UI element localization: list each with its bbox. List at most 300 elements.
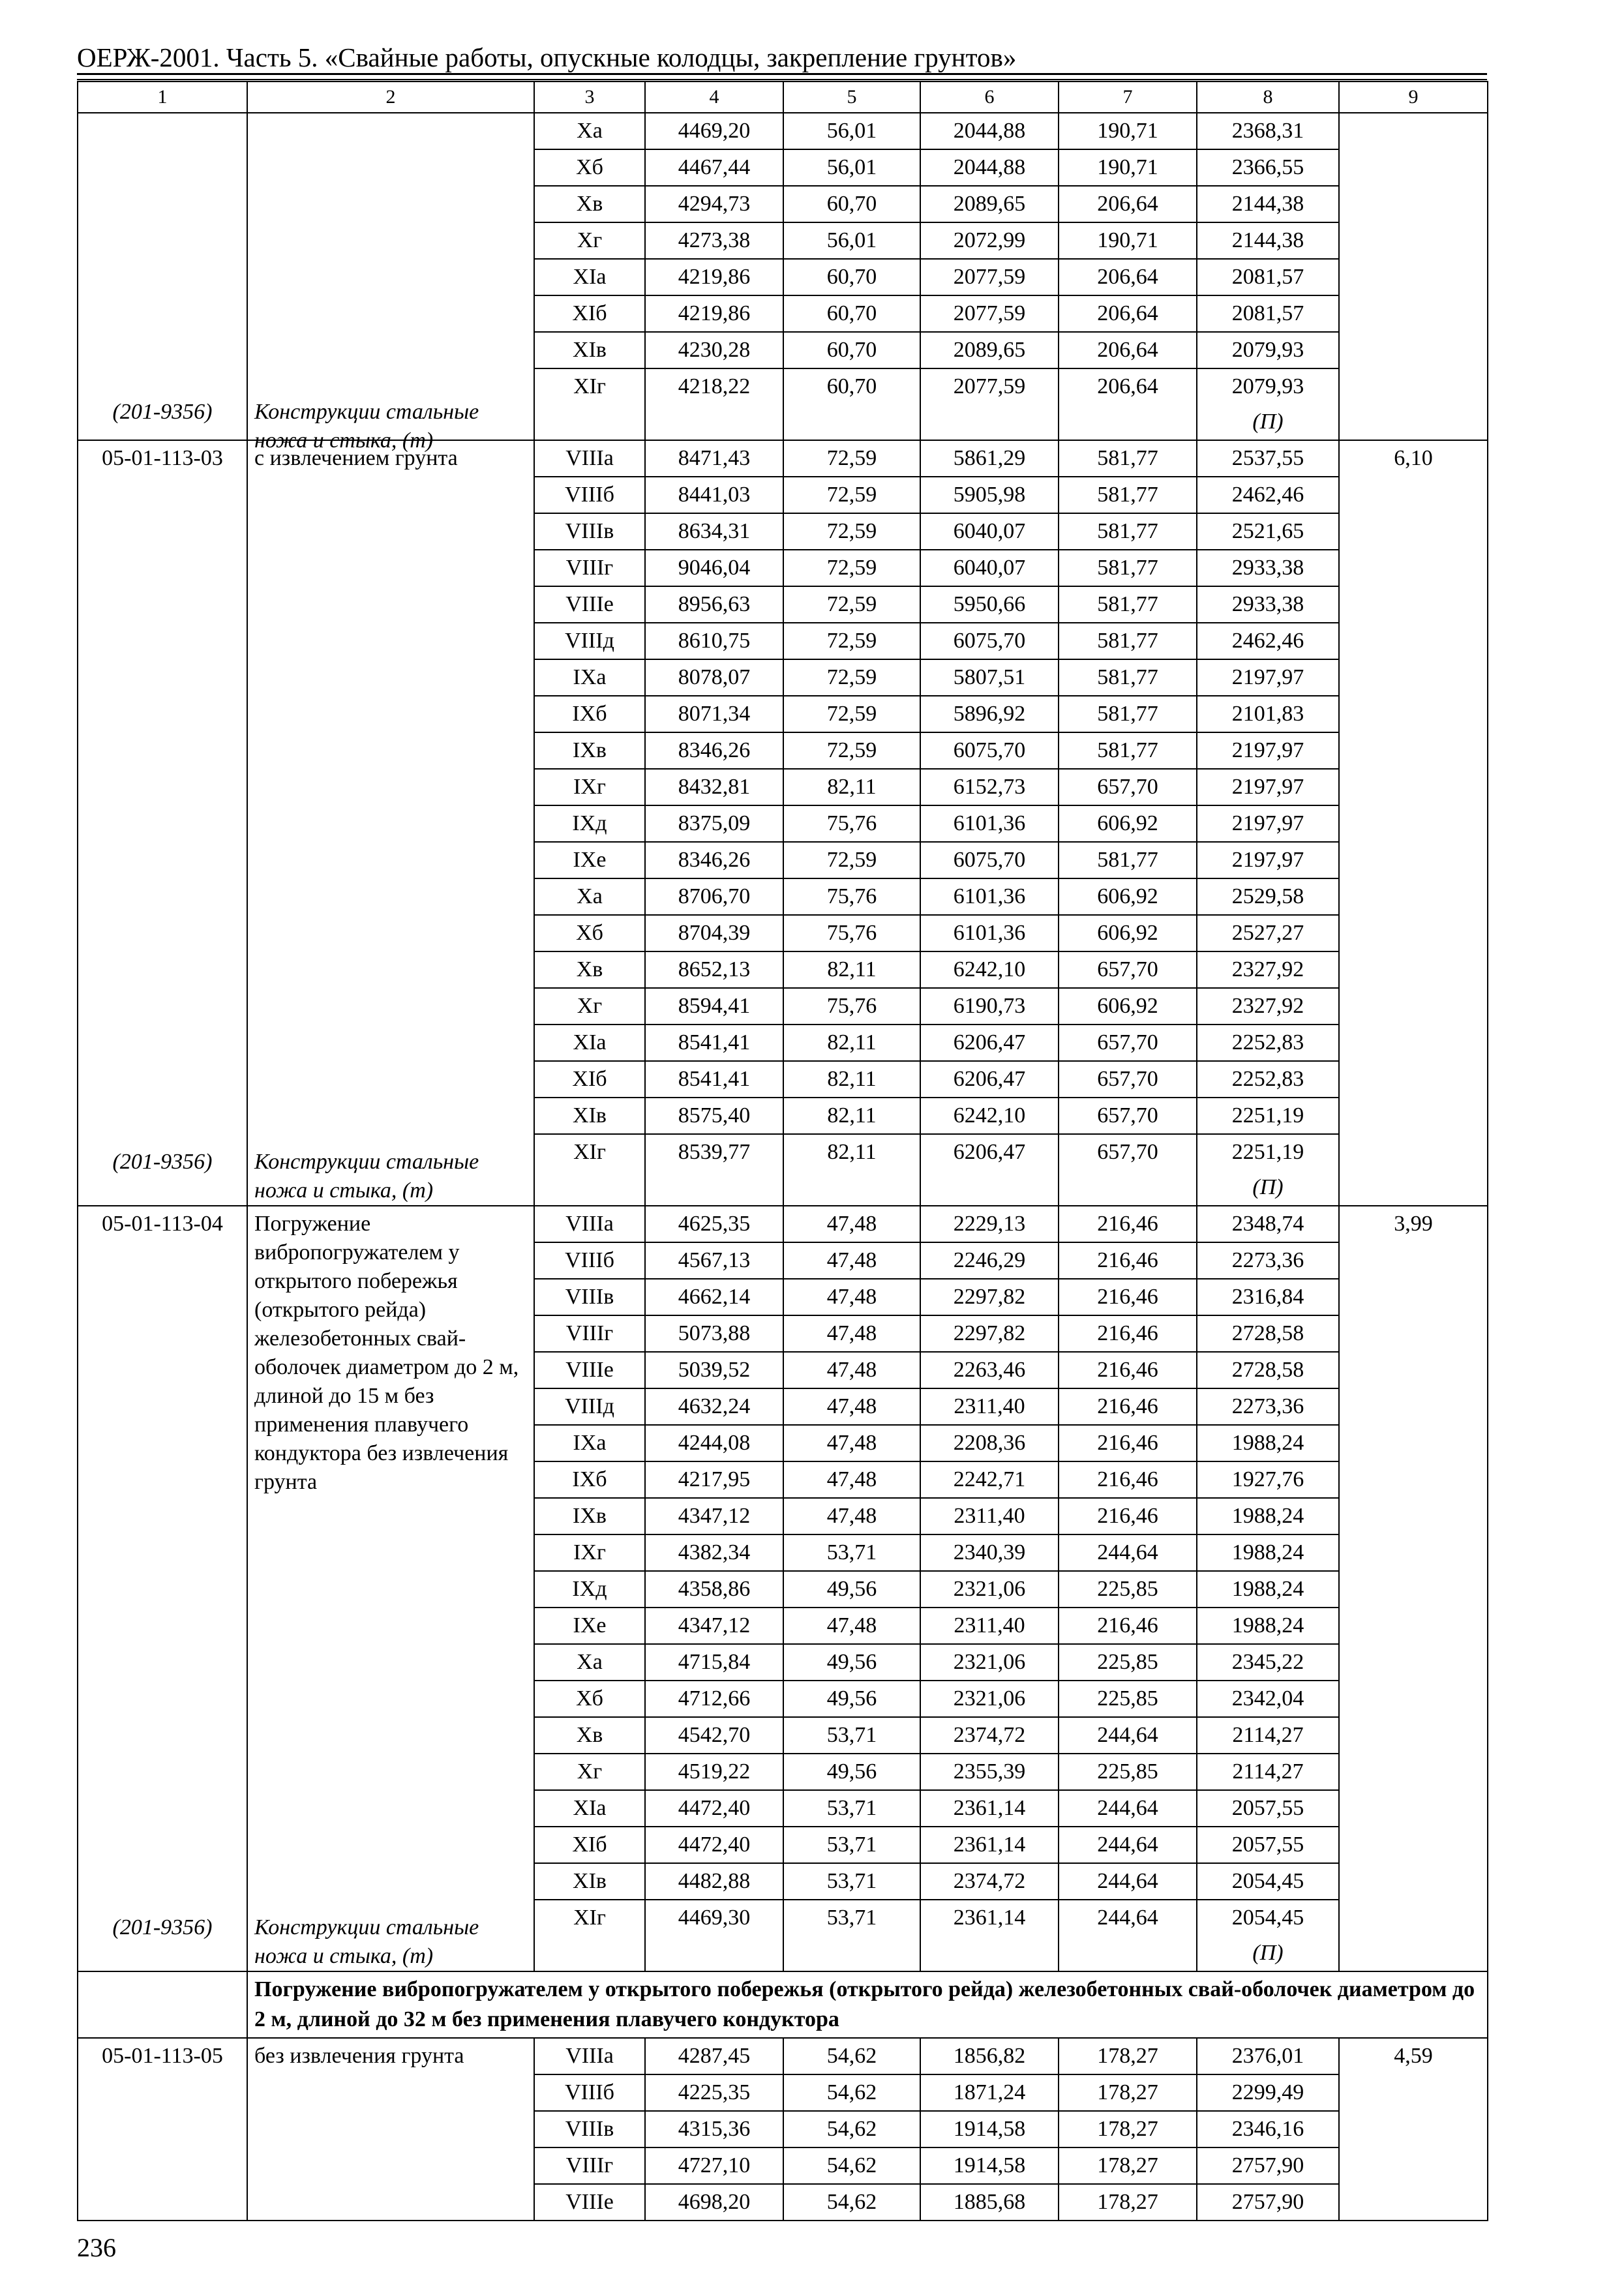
machine-cost: 2311,40 — [921, 1499, 1058, 1535]
materials-cost: 1988,24 — [1197, 1608, 1338, 1645]
operator-wage: 178,27 — [1097, 2190, 1158, 2214]
zone-code: Хa — [535, 879, 644, 916]
materials-cost: 2537,55 — [1197, 441, 1338, 477]
labor-hours-cell: 4,59 — [1339, 2038, 1488, 2221]
labor-cost: 47,48 — [784, 1426, 920, 1462]
materials-cost: 2057,55 — [1197, 1791, 1338, 1827]
operator-wage: 657,70 — [1059, 1098, 1196, 1135]
materials-cost: 2273,36 — [1197, 1389, 1338, 1426]
labor-cost: 75,76 — [784, 879, 920, 916]
empty-note-slot — [646, 1936, 783, 1971]
machine-cost: 2246,29 — [921, 1243, 1058, 1279]
total-cost: 5073,88 — [646, 1316, 783, 1353]
zone-code: VIIIб — [535, 1243, 644, 1279]
labor-cost: 82,11 — [784, 952, 920, 989]
rate-code: 05-01-113-04 — [102, 1212, 223, 1236]
labor-cost: 49,56 — [784, 1754, 920, 1791]
machine-cost: 1871,24 — [921, 2075, 1058, 2112]
materials-cost: 2252,83 — [1197, 1062, 1338, 1098]
zone-code: ХIa — [535, 1025, 644, 1062]
empty-note-slot — [784, 404, 920, 440]
column-number-row — [78, 82, 1488, 113]
operator-wage: 225,85 — [1059, 1754, 1196, 1791]
total-cost: 4472,40 — [646, 1827, 783, 1864]
operator-wage: 581,77 — [1059, 587, 1196, 623]
materials-cost-cell — [1197, 2038, 1339, 2221]
operator-wage: 581,77 — [1059, 441, 1196, 477]
total-cost: 4469,20 — [646, 113, 783, 150]
total-cost: 8471,43 — [646, 441, 783, 477]
labor-cost: 72,59 — [784, 623, 920, 660]
column-number-4: 4 — [645, 82, 783, 113]
materials-cost: 2757,90 — [1231, 2190, 1304, 2214]
total-cost: 9046,04 — [646, 550, 783, 587]
operator-wage: 216,46 — [1059, 1426, 1196, 1462]
zone-code: Хб — [535, 150, 644, 187]
operator-wage: 606,92 — [1059, 879, 1196, 916]
machine-cost: 2355,39 — [921, 1754, 1058, 1791]
labor-cost: 82,11 — [784, 1025, 920, 1062]
materials-cost: 2197,97 — [1197, 733, 1338, 770]
zone-code: VIIIв — [535, 1279, 644, 1316]
empty-note-slot — [535, 404, 644, 440]
column-number-6: 6 — [920, 82, 1059, 113]
materials-cost: 1988,24 — [1197, 1499, 1338, 1535]
labor-cost: 47,48 — [784, 1608, 920, 1645]
rate-description-cell — [247, 1206, 534, 1971]
operator-wage: 216,46 — [1059, 1243, 1196, 1279]
labor-cost: 49,56 — [784, 1645, 920, 1681]
header-rule-thin — [77, 79, 1487, 80]
empty-note-slot — [921, 1170, 1058, 1205]
column-number-5: 5 — [783, 82, 920, 113]
empty-note-slot — [646, 1170, 783, 1205]
operator-wage: 216,46 — [1059, 1353, 1196, 1389]
labor-cost: 53,71 — [826, 1906, 877, 1930]
labor-cost: 60,70 — [784, 333, 920, 369]
header-rule-thick — [77, 73, 1487, 75]
machine-cost: 2340,39 — [921, 1535, 1058, 1572]
materials-cost: 2144,38 — [1197, 187, 1338, 223]
labor-cost: 56,01 — [784, 150, 920, 187]
total-cost: 4382,34 — [646, 1535, 783, 1572]
zone-code: VIIIд — [535, 1389, 644, 1426]
total-cost: 4712,66 — [646, 1681, 783, 1718]
materials-cost: 2114,27 — [1197, 1754, 1338, 1791]
zone-code: IХa — [535, 1426, 644, 1462]
zone-code: Хг — [535, 989, 644, 1025]
operator-wage: 244,64 — [1059, 1864, 1196, 1900]
empty-note-slot — [1059, 1936, 1196, 1971]
labor-cost: 47,48 — [784, 1462, 920, 1499]
total-cost: 4472,40 — [646, 1791, 783, 1827]
materials-cost: 2197,97 — [1197, 806, 1338, 843]
materials-unit-mark: (П) — [1252, 1175, 1284, 1199]
column-number-3: 3 — [534, 82, 645, 113]
column-number-8: 8 — [1197, 82, 1339, 113]
rates-table-body — [78, 82, 1488, 2221]
operator-wage-cell — [1059, 1206, 1197, 1971]
zone-code: VIIIe — [535, 587, 644, 623]
total-cost-cell — [645, 2038, 783, 2221]
machine-cost-cell — [920, 440, 1059, 1206]
rate-code: 05-01-113-05 — [102, 2044, 223, 2068]
machine-cost: 6101,36 — [921, 916, 1058, 952]
operator-wage: 244,64 — [1059, 1535, 1196, 1572]
total-cost: 8956,63 — [646, 587, 783, 623]
operator-wage: 581,77 — [1059, 514, 1196, 550]
total-cost: 8610,75 — [646, 623, 783, 660]
operator-wage: 216,46 — [1059, 1499, 1196, 1535]
materials-cost: 2054,45 — [1197, 1864, 1338, 1900]
total-cost: 4218,22 — [678, 374, 751, 398]
labor-cost: 60,70 — [826, 374, 877, 398]
machine-cost: 1914,58 — [921, 2112, 1058, 2148]
empty-note-slot — [921, 1936, 1058, 1971]
labor-cost: 72,59 — [784, 733, 920, 770]
materials-cost: 1988,24 — [1197, 1572, 1338, 1608]
total-cost: 8071,34 — [646, 696, 783, 733]
total-cost: 4287,45 — [646, 2039, 783, 2075]
operator-wage: 225,85 — [1059, 1645, 1196, 1681]
zone-code: ХIб — [535, 1062, 644, 1098]
zone-code: Хг — [535, 1754, 644, 1791]
zone-code: Хб — [535, 1681, 644, 1718]
operator-wage-cell — [1059, 113, 1197, 440]
machine-cost: 2297,82 — [921, 1316, 1058, 1353]
total-cost: 4715,84 — [646, 1645, 783, 1681]
operator-wage: 178,27 — [1059, 2075, 1196, 2112]
materials-cost: 2521,65 — [1197, 514, 1338, 550]
labor-hours-cell: 3,99 — [1339, 1206, 1488, 1971]
machine-cost: 2077,59 — [953, 374, 1026, 398]
machine-cost: 6242,10 — [921, 1098, 1058, 1135]
total-cost: 4347,12 — [646, 1608, 783, 1645]
column-number-2: 2 — [247, 82, 534, 113]
operator-wage: 216,46 — [1059, 1608, 1196, 1645]
zone-code: VIIIв — [535, 514, 644, 550]
labor-cost: 53,71 — [784, 1791, 920, 1827]
labor-cost: 82,11 — [827, 1140, 877, 1164]
zone-code: IХв — [535, 733, 644, 770]
total-cost: 8634,31 — [646, 514, 783, 550]
machine-cost: 6190,73 — [921, 989, 1058, 1025]
total-cost: 4482,88 — [646, 1864, 783, 1900]
materials-note: Конструкции стальные ножа и стыка, (т) — [254, 1915, 479, 1968]
labor-cost-cell — [783, 2038, 920, 2221]
empty-note-slot — [1059, 1170, 1196, 1205]
machine-cost: 6075,70 — [921, 733, 1058, 770]
labor-cost: 72,59 — [784, 587, 920, 623]
total-cost: 8346,26 — [646, 843, 783, 879]
labor-cost: 53,71 — [784, 1827, 920, 1864]
materials-cost: 2197,97 — [1197, 843, 1338, 879]
zone-code: ХIв — [535, 333, 644, 369]
machine-cost: 2361,14 — [953, 1906, 1026, 1930]
machine-cost: 2077,59 — [921, 260, 1058, 296]
rates-table — [77, 81, 1488, 2221]
operator-wage: 657,70 — [1059, 770, 1196, 806]
operator-wage: 190,71 — [1059, 150, 1196, 187]
zone-code: IХe — [535, 1608, 644, 1645]
zone-code: IХe — [535, 843, 644, 879]
labor-cost: 54,62 — [784, 2112, 920, 2148]
materials-cost: 2251,19 — [1231, 1140, 1304, 1164]
zone-code: IХa — [535, 660, 644, 696]
materials-cost: 1927,76 — [1197, 1462, 1338, 1499]
rate-description — [248, 113, 534, 117]
operator-wage: 206,64 — [1059, 333, 1196, 369]
zone-code-cell — [534, 1206, 645, 1971]
materials-cost: 2081,57 — [1197, 260, 1338, 296]
labor-cost: 75,76 — [784, 916, 920, 952]
machine-cost: 2072,99 — [921, 223, 1058, 260]
materials-cost: 2081,57 — [1197, 296, 1338, 333]
labor-cost: 54,62 — [784, 2075, 920, 2112]
total-cost: 4217,95 — [646, 1462, 783, 1499]
machine-cost: 5950,66 — [921, 587, 1058, 623]
total-cost: 4542,70 — [646, 1718, 783, 1754]
machine-cost: 2374,72 — [921, 1718, 1058, 1754]
labor-cost: 47,48 — [784, 1243, 920, 1279]
zone-code: ХIa — [535, 1791, 644, 1827]
materials-cost: 2728,58 — [1197, 1316, 1338, 1353]
materials-cost: 2144,38 — [1197, 223, 1338, 260]
zone-code: ХIв — [535, 1864, 644, 1900]
materials-cost: 2327,92 — [1197, 989, 1338, 1025]
labor-cost: 72,59 — [784, 550, 920, 587]
materials-cost: 1988,24 — [1197, 1535, 1338, 1572]
total-cost: 4469,30 — [678, 1906, 751, 1930]
total-cost: 8539,77 — [678, 1140, 751, 1164]
total-cost: 8575,40 — [646, 1098, 783, 1135]
zone-code: ХIг — [573, 1906, 606, 1930]
column-number-7: 7 — [1059, 82, 1197, 113]
zone-code: VIIIa — [535, 2039, 644, 2075]
machine-cost: 2321,06 — [921, 1572, 1058, 1608]
section-title: Погружение вибропогружателем у открытого побережья (открытого рейда) железобетонных свай-оболочек диаметром до 2 м, длиной до 32 м без применения плавучего кондуктора — [247, 1971, 1488, 2038]
zone-code: ХIг — [573, 1140, 606, 1164]
total-cost-cell — [645, 113, 783, 440]
machine-cost: 6206,47 — [921, 1062, 1058, 1098]
materials-cost: 2252,83 — [1197, 1025, 1338, 1062]
operator-wage: 216,46 — [1059, 1279, 1196, 1316]
rate-code-cell — [78, 2038, 247, 2221]
zone-code: Хв — [535, 952, 644, 989]
materials-unit-mark: (П) — [1252, 1941, 1284, 1965]
labor-cost: 49,56 — [784, 1572, 920, 1608]
materials-cost: 2757,90 — [1197, 2148, 1338, 2185]
rate-description: без извлечения грунта — [254, 2044, 464, 2068]
labor-cost: 54,62 — [826, 2190, 877, 2214]
operator-wage: 216,46 — [1059, 1389, 1196, 1426]
total-cost: 4662,14 — [646, 1279, 783, 1316]
zone-code-cell — [534, 440, 645, 1206]
total-cost: 8375,09 — [646, 806, 783, 843]
operator-wage: 657,70 — [1059, 952, 1196, 989]
machine-cost: 1856,82 — [921, 2039, 1058, 2075]
rate-code-cell — [78, 1206, 247, 1971]
total-cost: 4698,20 — [678, 2190, 751, 2214]
total-cost-cell — [645, 1206, 783, 1971]
machine-cost: 5807,51 — [921, 660, 1058, 696]
machine-cost: 6075,70 — [921, 843, 1058, 879]
operator-wage-cell — [1059, 440, 1197, 1206]
machine-cost: 2044,88 — [921, 113, 1058, 150]
labor-cost: 72,59 — [784, 514, 920, 550]
labor-cost: 49,56 — [784, 1681, 920, 1718]
materials-cost: 2529,58 — [1197, 879, 1338, 916]
machine-cost: 2361,14 — [921, 1827, 1058, 1864]
materials-cost: 2079,93 — [1197, 333, 1338, 369]
total-cost: 8706,70 — [646, 879, 783, 916]
page-number: 236 — [77, 2233, 116, 2262]
machine-cost: 2263,46 — [921, 1353, 1058, 1389]
operator-wage: 216,46 — [1059, 1462, 1196, 1499]
materials-cost: 2079,93 — [1231, 374, 1304, 398]
total-cost: 8441,03 — [646, 477, 783, 514]
operator-wage: 581,77 — [1059, 843, 1196, 879]
zone-code: ХIг — [573, 374, 606, 398]
operator-wage: 244,64 — [1059, 1791, 1196, 1827]
machine-cost: 2242,71 — [921, 1462, 1058, 1499]
rate-code-cell — [78, 113, 247, 440]
labor-cost: 82,11 — [784, 770, 920, 806]
machine-cost: 5896,92 — [921, 696, 1058, 733]
machine-cost-cell — [920, 113, 1059, 440]
machine-cost-cell — [920, 1206, 1059, 1971]
empty-note-slot — [921, 404, 1058, 440]
total-cost: 4225,35 — [646, 2075, 783, 2112]
materials-cost: 2299,49 — [1197, 2075, 1338, 2112]
rate-code-cell — [78, 440, 247, 1206]
zone-code: IХг — [535, 770, 644, 806]
materials-cost: 2462,46 — [1197, 623, 1338, 660]
zone-code-cell — [534, 113, 645, 440]
total-cost: 4727,10 — [646, 2148, 783, 2185]
labor-cost-cell — [783, 113, 920, 440]
total-cost: 8541,41 — [646, 1025, 783, 1062]
materials-cost: 2462,46 — [1197, 477, 1338, 514]
total-cost: 4219,86 — [646, 296, 783, 333]
materials-cost: 2101,83 — [1197, 696, 1338, 733]
labor-cost: 47,48 — [784, 1499, 920, 1535]
labor-cost: 53,71 — [784, 1864, 920, 1900]
operator-wage: 657,70 — [1097, 1140, 1158, 1164]
materials-cost: 2327,92 — [1197, 952, 1338, 989]
machine-cost: 1914,58 — [921, 2148, 1058, 2185]
labor-cost: 82,11 — [784, 1062, 920, 1098]
materials-cost: 2054,45 — [1231, 1906, 1304, 1930]
zone-code: VIIIб — [535, 2075, 644, 2112]
operator-wage-cell — [1059, 2038, 1197, 2221]
operator-wage: 244,64 — [1059, 1827, 1196, 1864]
labor-cost: 60,70 — [784, 187, 920, 223]
total-cost: 8346,26 — [646, 733, 783, 770]
labor-hours-cell — [1339, 113, 1488, 440]
empty-note-slot — [784, 1936, 920, 1971]
empty-note-slot — [784, 1170, 920, 1205]
materials-cost: 2527,27 — [1197, 916, 1338, 952]
total-cost: 4294,73 — [646, 187, 783, 223]
zone-code: IХв — [535, 1499, 644, 1535]
materials-cost: 2346,16 — [1197, 2112, 1338, 2148]
total-cost: 8704,39 — [646, 916, 783, 952]
labor-cost: 47,48 — [784, 1316, 920, 1353]
labor-cost: 72,59 — [784, 843, 920, 879]
materials-cost: 2368,31 — [1197, 113, 1338, 150]
operator-wage: 225,85 — [1059, 1681, 1196, 1718]
materials-cost: 2316,84 — [1197, 1279, 1338, 1316]
operator-wage: 581,77 — [1059, 550, 1196, 587]
page-header: ОЕРЖ-2001. Часть 5. «Свайные работы, опускные колодцы, закрепление грунтов» — [77, 42, 1017, 72]
materials-cost: 1988,24 — [1197, 1426, 1338, 1462]
total-cost: 4358,86 — [646, 1572, 783, 1608]
total-cost: 4519,22 — [646, 1754, 783, 1791]
rate-entry — [78, 113, 1488, 440]
labor-cost: 82,11 — [784, 1098, 920, 1135]
rate-description: Погружение вибропогружателем у открытого побережья (открытого рейда) железобетонных свай-оболочек диаметром до 2 м, длиной до 15 м без применения плавучего кондуктора без извлечения грунта — [254, 1212, 519, 1494]
zone-code: VIIIa — [535, 441, 644, 477]
materials-note: Конструкции стальные ножа и стыка, (т) — [254, 400, 479, 453]
operator-wage: 206,64 — [1059, 260, 1196, 296]
machine-cost: 6206,47 — [921, 1025, 1058, 1062]
total-cost-cell — [645, 440, 783, 1206]
machine-cost: 1885,68 — [953, 2190, 1026, 2214]
zone-code: IХд — [535, 1572, 644, 1608]
machine-cost: 2044,88 — [921, 150, 1058, 187]
total-cost: 4632,24 — [646, 1389, 783, 1426]
total-cost: 4244,08 — [646, 1426, 783, 1462]
materials-cost: 2366,55 — [1197, 150, 1338, 187]
rate-entry — [78, 1206, 1488, 1971]
machine-cost: 2374,72 — [921, 1864, 1058, 1900]
zone-code: IХб — [535, 1462, 644, 1499]
machine-cost: 2208,36 — [921, 1426, 1058, 1462]
materials-cost: 2057,55 — [1197, 1827, 1338, 1864]
materials-note: Конструкции стальные ножа и стыка, (т) — [254, 1150, 479, 1203]
labor-cost: 72,59 — [784, 696, 920, 733]
zone-code: VIIIг — [535, 550, 644, 587]
machine-cost: 6040,07 — [921, 550, 1058, 587]
rate-entry — [78, 440, 1488, 1206]
operator-wage: 581,77 — [1059, 696, 1196, 733]
materials-cost: 2197,97 — [1197, 660, 1338, 696]
empty-note-slot — [1059, 404, 1196, 440]
zone-code: VIIIe — [535, 1353, 644, 1389]
machine-cost: 5861,29 — [921, 441, 1058, 477]
materials-cost: 2197,97 — [1197, 770, 1338, 806]
zone-code: ХIв — [535, 1098, 644, 1135]
labor-cost: 72,59 — [784, 477, 920, 514]
materials-cost-cell — [1197, 113, 1339, 440]
zone-code: ХIa — [535, 260, 644, 296]
labor-cost: 47,48 — [784, 1389, 920, 1426]
labor-cost-cell — [783, 440, 920, 1206]
materials-cost: 2348,74 — [1197, 1206, 1338, 1243]
total-cost: 8078,07 — [646, 660, 783, 696]
operator-wage: 225,85 — [1059, 1572, 1196, 1608]
zone-code: VIIIв — [535, 2112, 644, 2148]
empty-note-slot — [535, 1936, 644, 1971]
materials-cost: 2273,36 — [1197, 1243, 1338, 1279]
operator-wage: 178,27 — [1059, 2039, 1196, 2075]
machine-cost: 6040,07 — [921, 514, 1058, 550]
rate-description: с извлечением грунта — [254, 446, 458, 470]
materials-cost-cell — [1197, 1206, 1339, 1971]
machine-cost: 2321,06 — [921, 1681, 1058, 1718]
zone-code: Хв — [535, 187, 644, 223]
